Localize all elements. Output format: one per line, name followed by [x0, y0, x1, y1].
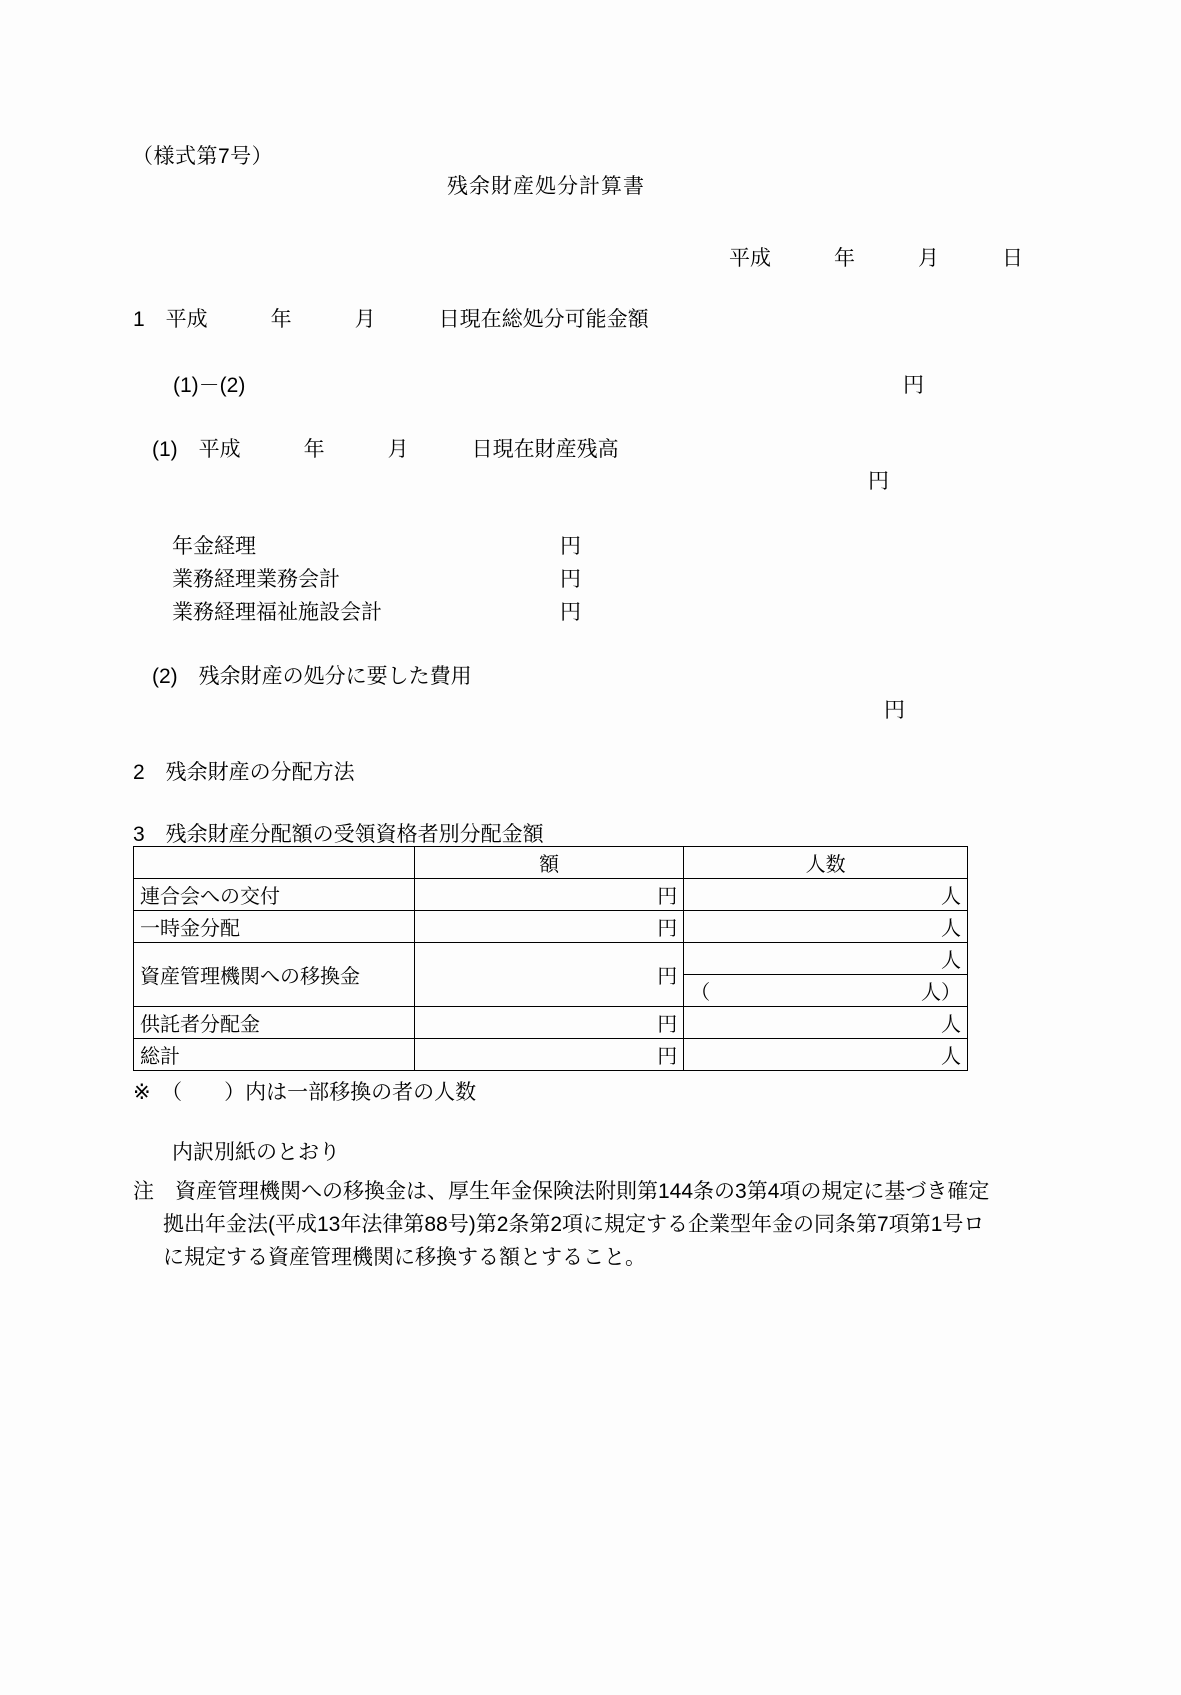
account-row-business-unit: 円: [560, 568, 581, 591]
row-label-total: 総計: [134, 1039, 415, 1071]
document-title: 残余財産処分計算書: [447, 175, 645, 198]
row-label-lumpsum: 一時金分配: [134, 911, 415, 943]
row-amount-lumpsum: 円: [414, 911, 683, 943]
section-1-heading: 1 平成 年 月 日現在総処分可能金額: [133, 308, 649, 331]
row-count-federation: 人: [684, 879, 968, 911]
account-row-pension-unit: 円: [560, 535, 581, 558]
row-amount-transfer: 円: [414, 943, 683, 1007]
row-amount-deposit: 円: [414, 1007, 683, 1039]
row-amount-total: 円: [414, 1039, 683, 1071]
table-header-count: 人数: [684, 847, 968, 879]
table-row: [134, 879, 968, 911]
partial-count-unit: 人）: [921, 982, 961, 1004]
partial-paren-open: （: [690, 982, 711, 1004]
account-row-pension-label: 年金経理: [172, 535, 256, 558]
table-row: [134, 1039, 968, 1071]
row-count-total: 人: [684, 1039, 968, 1071]
note-line-3: に規定する資産管理機関に移換する額とすること。: [163, 1246, 646, 1269]
section-2-heading: 2 残余財産の分配方法: [133, 761, 355, 784]
form-number: （様式第7号）: [132, 145, 274, 168]
section-1-sub2-heading: (2) 残余財産の処分に要した費用: [152, 665, 472, 688]
row-amount-federation: 円: [414, 879, 683, 911]
section-1-formula-unit: 円: [903, 374, 924, 397]
account-row-welfare-unit: 円: [560, 601, 581, 624]
section-3-heading: 3 残余財産分配額の受領資格者別分配金額: [133, 823, 544, 846]
distribution-table: [133, 846, 968, 1071]
table-header-blank: [134, 847, 415, 879]
date-line: 平成 年 月 日: [729, 247, 1023, 270]
table-row: [134, 1007, 968, 1039]
table-header-row: [134, 847, 968, 879]
section-1-sub2-unit: 円: [884, 699, 905, 722]
section-1-sub1-heading: (1) 平成 年 月 日現在財産残高: [152, 438, 619, 461]
row-count-transfer: 人: [684, 943, 968, 975]
table-row: [134, 943, 968, 975]
row-count-lumpsum: 人: [684, 911, 968, 943]
table-row: [134, 911, 968, 943]
row-label-deposit: 供託者分配金: [134, 1007, 415, 1039]
row-label-transfer: 資産管理機関への移換金: [134, 943, 415, 1007]
section-1-sub1-unit: 円: [868, 470, 889, 493]
note-asterisk: ※ （ ）内は一部移換の者の人数: [133, 1081, 477, 1104]
table-header-amount: 額: [414, 847, 683, 879]
account-row-business-label: 業務経理業務会計: [172, 568, 340, 591]
row-count-deposit: 人: [684, 1007, 968, 1039]
note-attachment: 内訳別紙のとおり: [172, 1141, 340, 1164]
row-label-federation: 連合会への交付: [134, 879, 415, 911]
account-row-welfare-label: 業務経理福祉施設会計: [172, 601, 382, 624]
row-count-transfer-partial: [684, 975, 968, 1007]
note-line-2: 拠出年金法(平成13年法律第88号)第2条第2項に規定する企業型年金の同条第7項第1号ロ: [163, 1213, 985, 1236]
note-block: [133, 1175, 1133, 1274]
note-line-1: 注 資産管理機関への移換金は、厚生年金保険法附則第144条の3第4項の規定に基づき確定: [133, 1180, 990, 1203]
section-1-formula: (1)－(2): [173, 374, 246, 397]
